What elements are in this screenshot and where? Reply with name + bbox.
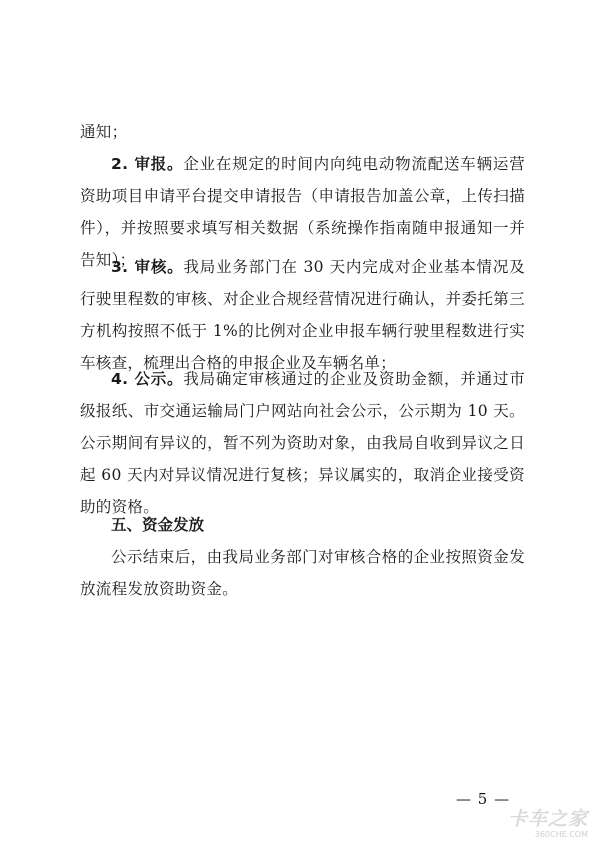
paragraph-lead: 3. 审核。 [111,258,184,276]
paragraph-lead: 2. 审报。 [111,155,184,173]
watermark-text: 卡车之家 [507,808,588,830]
paragraph-text: 我局业务部门在 30 天内完成对企业基本情况及行驶里程数的审核、对企业合规经营情况进行确认，并委托第三方机构按照不低于 1%的比例对企业申报车辆行驶里程数进行实车核查，梳理出合格的申报企业及车辆名单； [80,258,525,372]
watermark-subtext: 360CHE.COM [534,830,588,839]
paragraph-review [80,251,525,379]
paragraph-publicity [80,363,525,523]
paragraph-lead: 4. 公示。 [111,370,184,388]
paragraph-text: 公示结束后，由我局业务部门对审核合格的企业按照资金发放流程发放资助资金。 [80,548,525,598]
paragraph-text: 我局确定审核通过的企业及资助金额，并通过市级报纸、市交通运输局门户网站向社会公示，公示期为 10 天。公示期间有异议的，暂不列为资助对象，由我局自收到异议之日起 60 天内对异议情况进行复核；异议属实的，取消企业接受资助的资格。 [80,370,525,516]
watermark-logo [504,808,588,842]
paragraph-text: 通知； [80,123,128,141]
paragraph-text: 企业在规定的时间内向纯电动物流配送车辆运营资助项目申请平台提交申请报告（申请报告加盖公章，上传扫描件），并按照要求填写相关数据（系统操作指南随申报通知一并告知）； [80,155,525,269]
section-body [80,541,525,605]
section-heading: 五、资金发放 [111,516,205,534]
paragraph-continuation [80,116,525,148]
page-number: — 5 — [456,790,511,808]
